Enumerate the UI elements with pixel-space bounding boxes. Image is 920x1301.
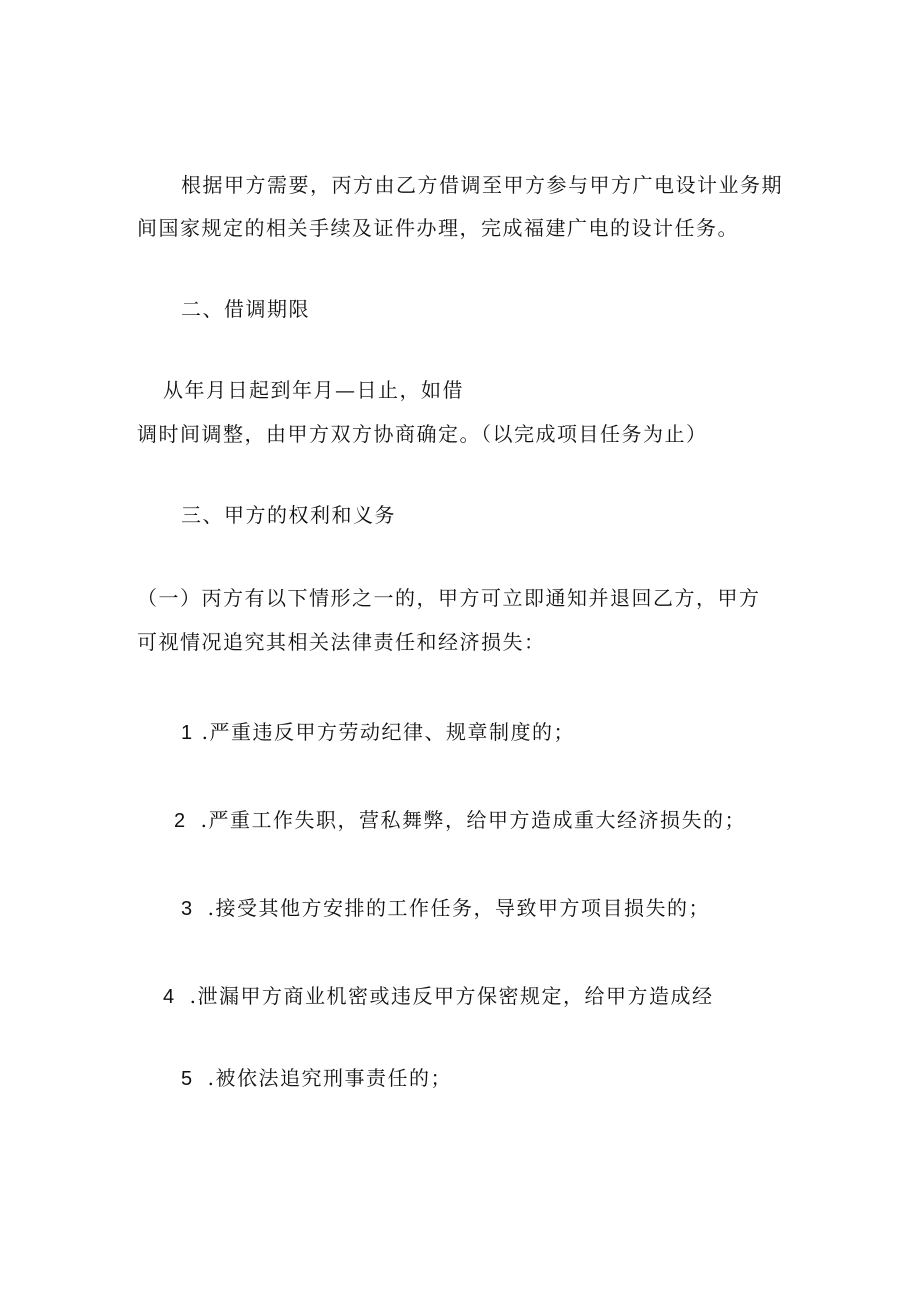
list-item xyxy=(181,896,710,921)
list-item xyxy=(181,720,575,745)
list-item-text: .接受其他方安排的工作任务，导致甲方项目损失的； xyxy=(207,896,710,920)
clause-one-line-2: 可视情况追究其相关法律责任和经济损失： xyxy=(137,630,546,654)
list-item-number: 4 xyxy=(163,986,176,1008)
list-item-text: .严重工作失职，营私舞弊，给甲方造成重大经济损失的； xyxy=(200,808,746,832)
section-two-heading: 二、借调期限 xyxy=(181,297,310,321)
clause-one-line-1: （一）丙方有以下情形之一的，甲方可立即通知并退回乙方，甲方 xyxy=(137,586,761,610)
list-item-number: 2 xyxy=(174,810,187,832)
list-item-text: .泄漏甲方商业机密或违反甲方保密规定，给甲方造成经 xyxy=(189,984,714,1008)
list-item xyxy=(163,984,713,1009)
list-item-number: 5 xyxy=(181,1068,194,1090)
list-item-text: .被依法追究刑事责任的； xyxy=(207,1066,452,1090)
list-item xyxy=(181,1066,452,1091)
list-item xyxy=(174,808,746,833)
section-two-line-2: 调时间调整，由甲方双方协商确定。（以完成项目任务为止） xyxy=(137,422,708,446)
intro-paragraph-line-2: 间国家规定的相关手续及证件办理，完成福建广电的设计任务。 xyxy=(137,216,739,240)
section-three-heading: 三、甲方的权利和义务 xyxy=(181,503,396,527)
section-two-line-1: 从年月日起到年月—日止，如借 xyxy=(163,378,464,402)
list-item-number: 3 xyxy=(181,898,194,920)
list-item-number: 1 xyxy=(181,722,194,744)
list-item-text: .严重违反甲方劳动纪律、规章制度的； xyxy=(201,720,575,744)
intro-paragraph-line-1: 根据甲方需要，丙方由乙方借调至甲方参与甲方广电设计业务期 xyxy=(181,173,783,197)
